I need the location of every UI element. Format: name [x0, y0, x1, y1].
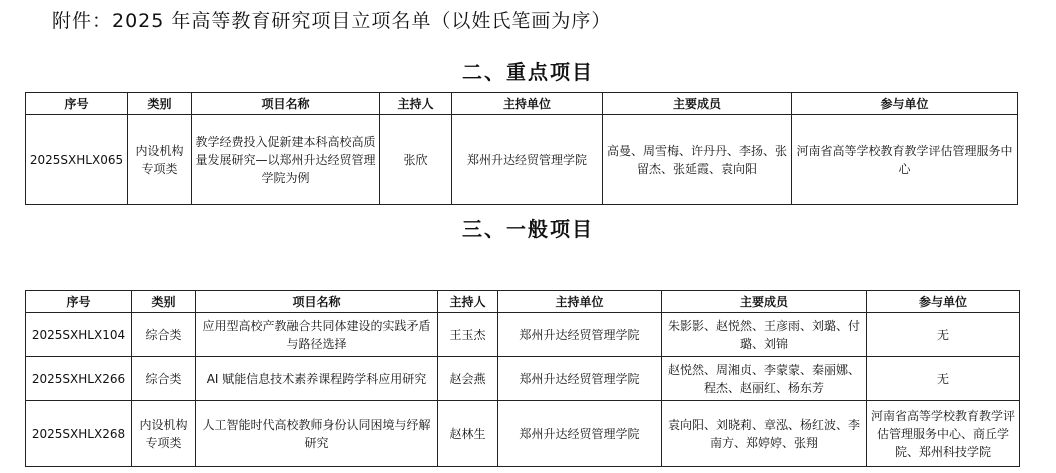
- header-partners: 参与单位: [792, 93, 1018, 115]
- cell-host: 赵林生: [438, 401, 498, 467]
- table-row: [26, 313, 1020, 357]
- cell-id: 2025SXHLX268: [26, 401, 132, 467]
- key-projects-table: [25, 92, 1018, 205]
- cell-partners: 无: [867, 357, 1020, 401]
- cell-host-unit: 郑州升达经贸管理学院: [452, 115, 603, 205]
- cell-host: 赵会燕: [438, 357, 498, 401]
- cell-project-name: 应用型高校产教融合共同体建设的实践矛盾与路径选择: [196, 313, 438, 357]
- cell-host: 张欣: [380, 115, 452, 205]
- cell-partners: 河南省高等学校教育教学评估管理服务中心、商丘学院、郑州科技学院: [867, 401, 1020, 467]
- cell-category: 内设机构专项类: [132, 401, 196, 467]
- cell-category: 综合类: [132, 313, 196, 357]
- general-projects-table: [25, 290, 1020, 467]
- cell-partners: 河南省高等学校教育教学评估管理服务中心: [792, 115, 1018, 205]
- table-row: [26, 115, 1018, 205]
- cell-project-name: AI 赋能信息技术素养课程跨学科应用研究: [196, 357, 438, 401]
- header-id: 序号: [26, 93, 128, 115]
- header-project-name: 项目名称: [192, 93, 380, 115]
- cell-members: 赵悦然、周湘贞、李蒙蒙、秦丽娜、程杰、赵丽红、杨东芳: [662, 357, 867, 401]
- section-title-key-projects: 二、重点项目: [462, 60, 594, 84]
- table-header-row: [26, 291, 1020, 313]
- cell-category: 综合类: [132, 357, 196, 401]
- cell-category: 内设机构专项类: [128, 115, 192, 205]
- header-partners: 参与单位: [867, 291, 1020, 313]
- header-host: 主持人: [438, 291, 498, 313]
- header-category: 类别: [132, 291, 196, 313]
- header-id: 序号: [26, 291, 132, 313]
- cell-members: 袁向阳、刘晓莉、章泓、杨红波、李南方、郑婷婷、张翔: [662, 401, 867, 467]
- cell-id: 2025SXHLX104: [26, 313, 132, 357]
- cell-members: 高曼、周雪梅、许丹丹、李扬、张留杰、张延霞、袁向阳: [603, 115, 792, 205]
- table-header-row: [26, 93, 1018, 115]
- cell-host-unit: 郑州升达经贸管理学院: [498, 401, 662, 467]
- header-host: 主持人: [380, 93, 452, 115]
- cell-host: 王玉杰: [438, 313, 498, 357]
- section-title-general-projects: 三、一般项目: [462, 217, 594, 241]
- header-members: 主要成员: [603, 93, 792, 115]
- cell-project-name: 人工智能时代高校教师身份认同困境与纾解研究: [196, 401, 438, 467]
- header-project-name: 项目名称: [196, 291, 438, 313]
- cell-partners: 无: [867, 313, 1020, 357]
- cell-host-unit: 郑州升达经贸管理学院: [498, 357, 662, 401]
- document-title: 附件：2025 年高等教育研究项目立项名单（以姓氏笔画为序）: [52, 10, 612, 32]
- header-host-unit: 主持单位: [498, 291, 662, 313]
- header-members: 主要成员: [662, 291, 867, 313]
- cell-project-name: 教学经费投入促新建本科高校高质量发展研究—以郑州升达经贸管理学院为例: [192, 115, 380, 205]
- header-host-unit: 主持单位: [452, 93, 603, 115]
- table-row: [26, 357, 1020, 401]
- cell-host-unit: 郑州升达经贸管理学院: [498, 313, 662, 357]
- table-row: [26, 401, 1020, 467]
- header-category: 类别: [128, 93, 192, 115]
- cell-id: 2025SXHLX065: [26, 115, 128, 205]
- cell-members: 朱影影、赵悦然、王彦雨、刘璐、付璐、刘锦: [662, 313, 867, 357]
- cell-id: 2025SXHLX266: [26, 357, 132, 401]
